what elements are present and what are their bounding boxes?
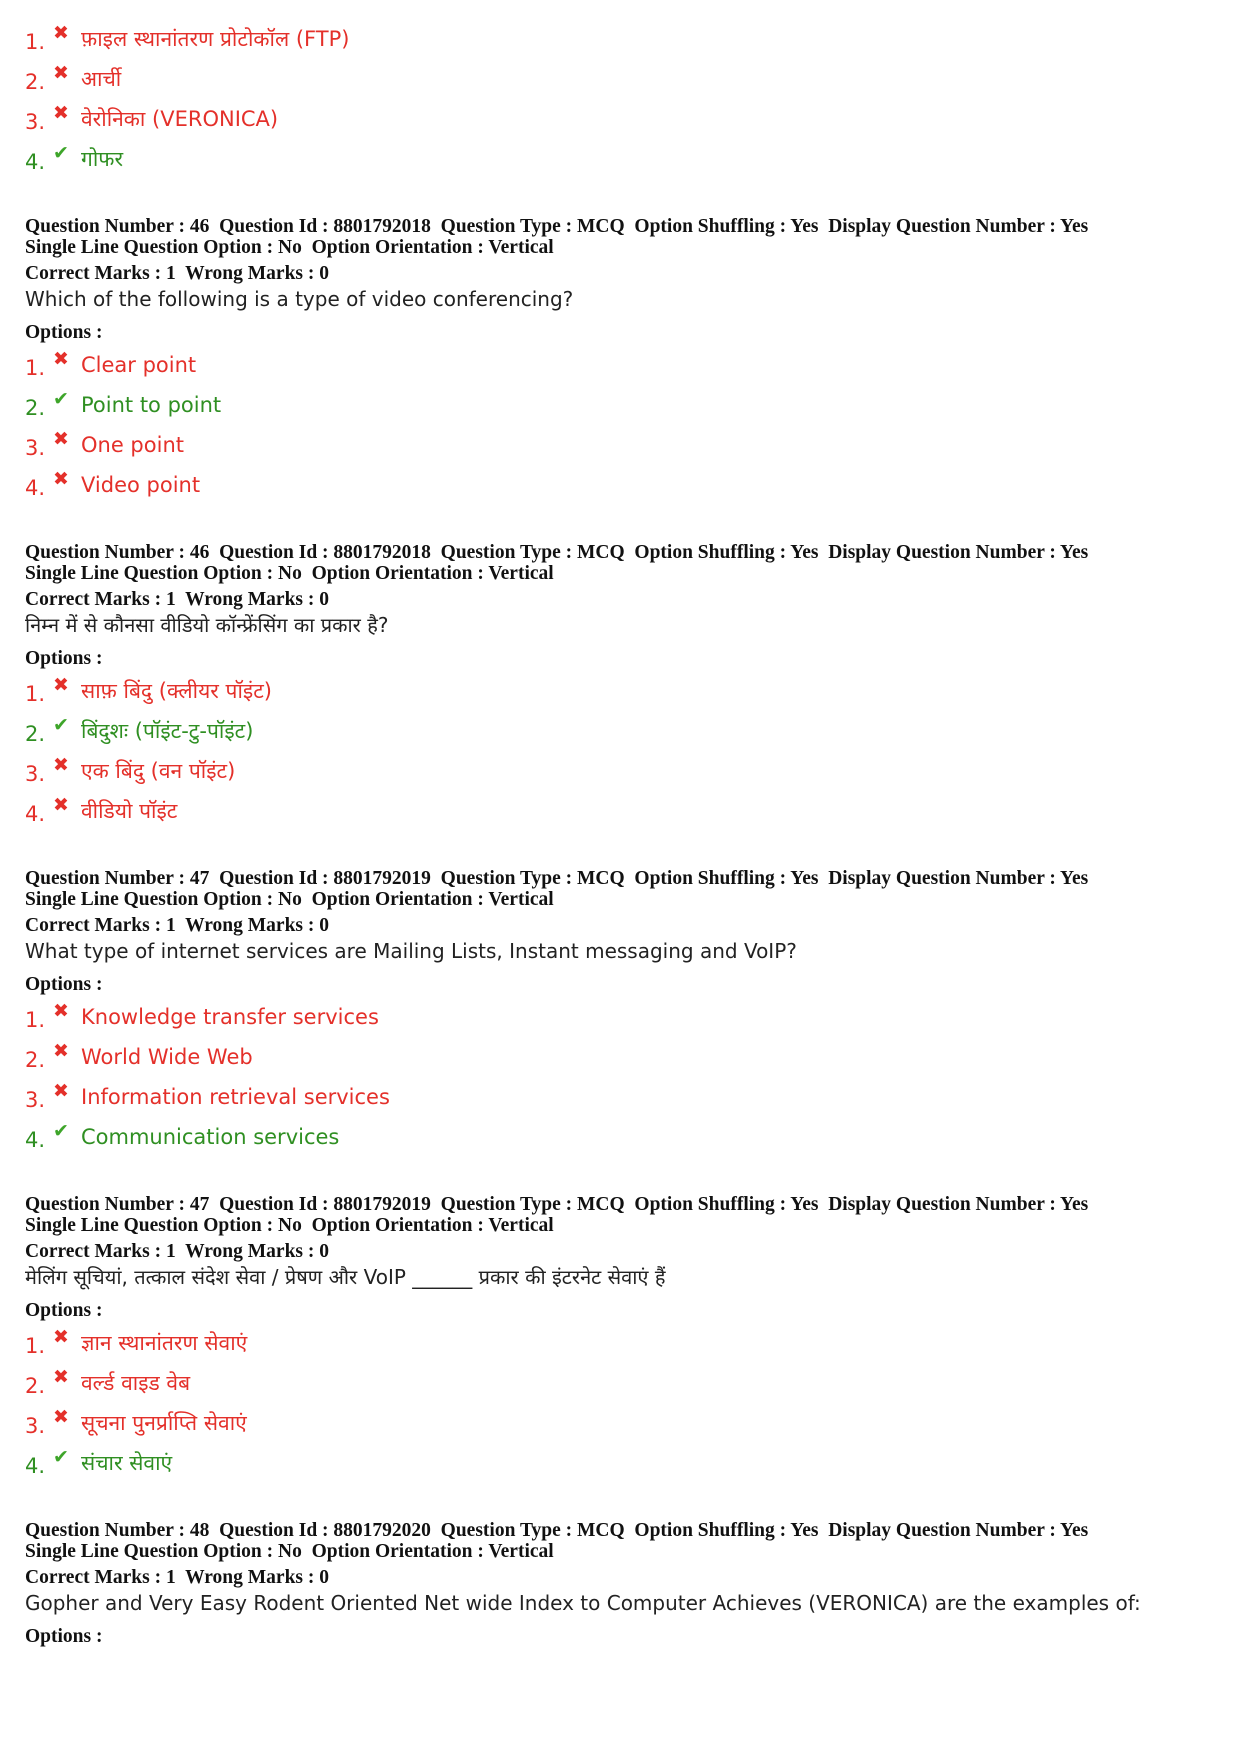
cross-icon: ✖ <box>53 22 69 44</box>
option-item <box>25 1080 1225 1120</box>
option-item <box>25 62 1225 102</box>
question-marks: Correct Marks : 1 Wrong Marks : 0 <box>25 915 330 936</box>
question-block <box>25 542 1225 834</box>
question-marks: Correct Marks : 1 Wrong Marks : 0 <box>25 589 330 610</box>
option-item <box>25 714 1225 754</box>
question-block <box>25 216 1225 508</box>
question-marks: Correct Marks : 1 Wrong Marks : 0 <box>25 1567 330 1588</box>
previous-question-options <box>25 22 1225 182</box>
option-item <box>25 1040 1225 1080</box>
check-icon: ✔ <box>53 1446 69 1468</box>
question-meta-line: Single Line Question Option : No Option Orientation : Vertical <box>25 1215 554 1236</box>
option-text: ज्ञान स्थानांतरण सेवाएं <box>81 1331 248 1355</box>
options-label: Options : <box>25 648 103 669</box>
option-text: संचार सेवाएं <box>81 1451 173 1475</box>
option-number: 3. <box>25 110 46 134</box>
question-meta-line: Question Number : 46 Question Id : 8801792018 Question Type : MCQ Option Shuffling : Yes Display Question Number : Yes <box>25 216 1089 237</box>
option-text: Knowledge transfer services <box>81 1005 379 1029</box>
option-number: 4. <box>25 150 46 174</box>
cross-icon: ✖ <box>53 1080 69 1102</box>
option-text: वीडियो पॉइंट <box>81 799 178 823</box>
check-icon: ✔ <box>53 142 69 164</box>
option-number: 1. <box>25 30 46 54</box>
cross-icon: ✖ <box>53 1000 69 1022</box>
option-text: One point <box>81 433 184 457</box>
option-item <box>25 1120 1225 1160</box>
option-text: Video point <box>81 473 201 497</box>
question-block <box>25 1194 1225 1486</box>
question-text: मेलिंग सूचियां, तत्काल संदेश सेवा / प्रेषण और VoIP ______ प्रकार की इंटरनेट सेवाएं हैं <box>25 1265 666 1289</box>
check-icon: ✔ <box>53 1120 69 1142</box>
option-item <box>25 1406 1225 1446</box>
option-number: 3. <box>25 436 46 460</box>
option-text: Clear point <box>81 353 197 377</box>
cross-icon: ✖ <box>53 428 69 450</box>
option-number: 1. <box>25 682 46 706</box>
question-block <box>25 868 1225 1160</box>
option-text: आर्ची <box>81 67 122 91</box>
options-label: Options : <box>25 974 103 995</box>
options-label: Options : <box>25 1626 103 1647</box>
option-text: साफ़ बिंदु (क्लीयर पॉइंट) <box>81 679 272 703</box>
cross-icon: ✖ <box>53 348 69 370</box>
cross-icon: ✖ <box>53 1406 69 1428</box>
question-text: Gopher and Very Easy Rodent Oriented Net wide Index to Computer Achieves (VERONICA) are the examples of: <box>25 1591 1141 1615</box>
cross-icon: ✖ <box>53 102 69 124</box>
option-number: 1. <box>25 1334 46 1358</box>
option-number: 1. <box>25 356 46 380</box>
option-number: 3. <box>25 1414 46 1438</box>
question-paper-page <box>25 0 1225 1652</box>
option-item <box>25 102 1225 142</box>
question-block <box>25 1520 1225 1648</box>
question-meta-line: Question Number : 46 Question Id : 8801792018 Question Type : MCQ Option Shuffling : Yes Display Question Number : Yes <box>25 542 1089 563</box>
option-item <box>25 1326 1225 1366</box>
option-item <box>25 142 1225 182</box>
option-number: 3. <box>25 762 46 786</box>
options-label: Options : <box>25 1300 103 1321</box>
option-item <box>25 1000 1225 1040</box>
options-label: Options : <box>25 322 103 343</box>
option-text: Information retrieval services <box>81 1085 390 1109</box>
question-text: What type of internet services are Mailing Lists, Instant messaging and VoIP? <box>25 939 797 963</box>
option-number: 2. <box>25 1048 46 1072</box>
option-item <box>25 674 1225 714</box>
option-item <box>25 1446 1225 1486</box>
option-item <box>25 468 1225 508</box>
question-meta-line: Single Line Question Option : No Option Orientation : Vertical <box>25 1541 554 1562</box>
question-meta-line: Single Line Question Option : No Option Orientation : Vertical <box>25 889 554 910</box>
question-marks: Correct Marks : 1 Wrong Marks : 0 <box>25 263 330 284</box>
cross-icon: ✖ <box>53 468 69 490</box>
option-number: 2. <box>25 722 46 746</box>
option-number: 4. <box>25 1454 46 1478</box>
option-number: 4. <box>25 1128 46 1152</box>
option-item <box>25 22 1225 62</box>
cross-icon: ✖ <box>53 674 69 696</box>
check-icon: ✔ <box>53 388 69 410</box>
question-meta-line: Question Number : 48 Question Id : 8801792020 Question Type : MCQ Option Shuffling : Yes Display Question Number : Yes <box>25 1520 1089 1541</box>
cross-icon: ✖ <box>53 62 69 84</box>
option-number: 2. <box>25 70 46 94</box>
question-meta-line: Question Number : 47 Question Id : 8801792019 Question Type : MCQ Option Shuffling : Yes Display Question Number : Yes <box>25 1194 1089 1215</box>
cross-icon: ✖ <box>53 794 69 816</box>
question-marks: Correct Marks : 1 Wrong Marks : 0 <box>25 1241 330 1262</box>
option-text: गोफर <box>81 147 124 171</box>
question-meta-line: Question Number : 47 Question Id : 8801792019 Question Type : MCQ Option Shuffling : Yes Display Question Number : Yes <box>25 868 1089 889</box>
check-icon: ✔ <box>53 714 69 736</box>
option-item <box>25 388 1225 428</box>
option-number: 2. <box>25 396 46 420</box>
option-item <box>25 428 1225 468</box>
cross-icon: ✖ <box>53 1326 69 1348</box>
question-text: निम्न में से कौनसा वीडियो कॉन्फ्रेंसिंग का प्रकार है? <box>25 613 389 637</box>
option-text: वर्ल्ड वाइड वेब <box>81 1371 191 1395</box>
cross-icon: ✖ <box>53 754 69 776</box>
option-text: फ़ाइल स्थानांतरण प्रोटोकॉल (FTP) <box>81 27 350 51</box>
option-number: 2. <box>25 1374 46 1398</box>
question-text: Which of the following is a type of video conferencing? <box>25 287 574 311</box>
option-text: Point to point <box>81 393 222 417</box>
option-text: वेरोनिका (VERONICA) <box>81 107 279 131</box>
cross-icon: ✖ <box>53 1366 69 1388</box>
option-number: 1. <box>25 1008 46 1032</box>
option-item <box>25 754 1225 794</box>
option-item <box>25 1366 1225 1406</box>
cross-icon: ✖ <box>53 1040 69 1062</box>
option-text: एक बिंदु (वन पॉइंट) <box>81 759 236 783</box>
option-number: 4. <box>25 476 46 500</box>
option-text: World Wide Web <box>81 1045 253 1069</box>
question-meta-line: Single Line Question Option : No Option Orientation : Vertical <box>25 563 554 584</box>
option-text: सूचना पुनर्प्राप्ति सेवाएं <box>81 1411 247 1435</box>
option-number: 4. <box>25 802 46 826</box>
question-meta-line: Single Line Question Option : No Option Orientation : Vertical <box>25 237 554 258</box>
option-item <box>25 794 1225 834</box>
option-text: Communication services <box>81 1125 340 1149</box>
option-text: बिंदुशः (पॉइंट-टु-पॉइंट) <box>81 719 254 743</box>
option-number: 3. <box>25 1088 46 1112</box>
option-item <box>25 348 1225 388</box>
